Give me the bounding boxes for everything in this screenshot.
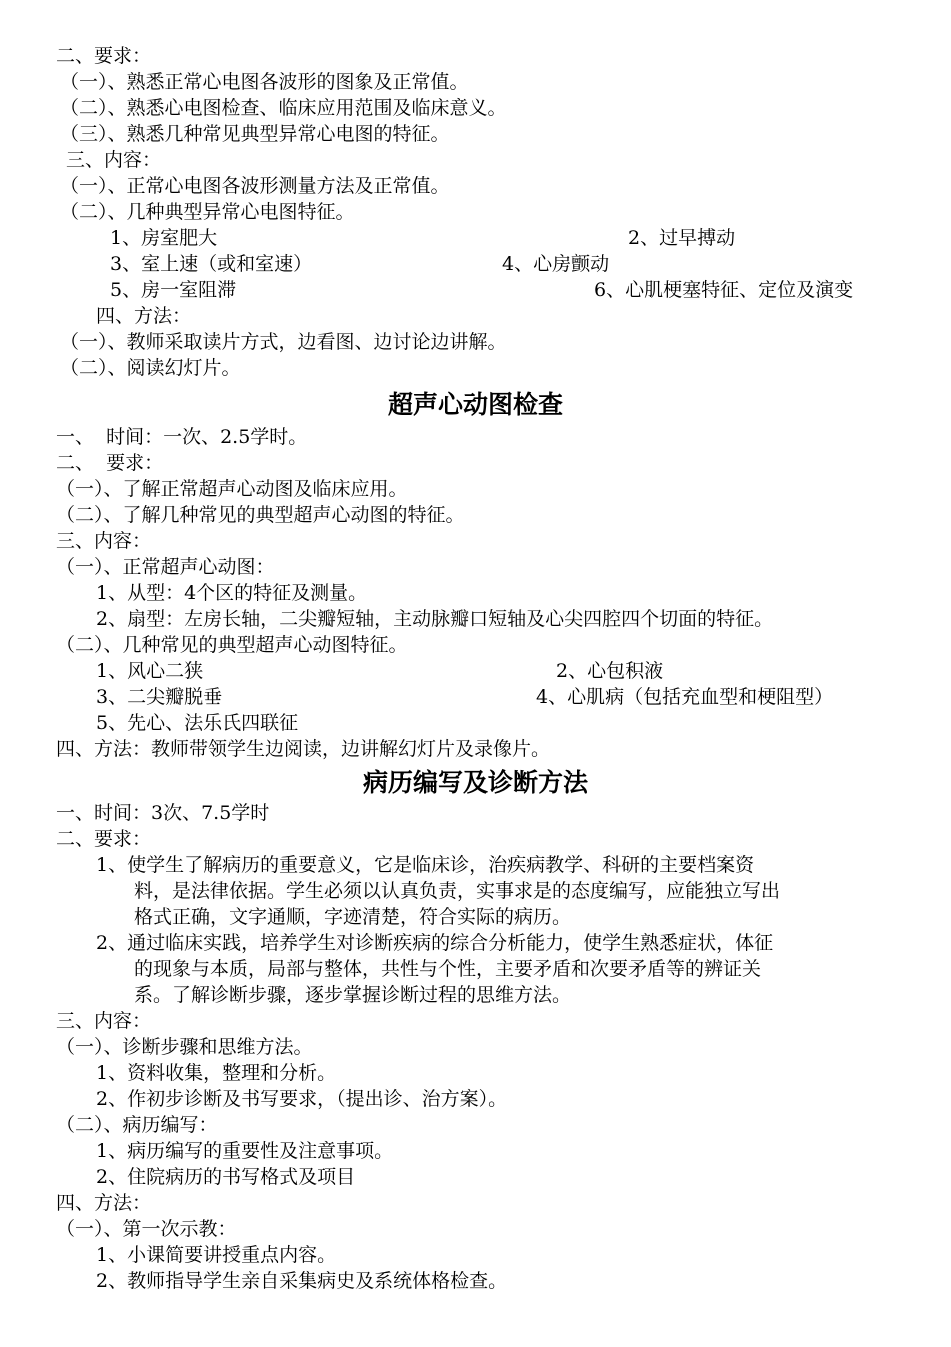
ecg-item-5: 5、房一室阻滞	[110, 279, 237, 301]
records-method-heading: 四、方法：	[56, 1192, 152, 1214]
ecg-requirements-heading: 二、要求：	[56, 45, 152, 67]
ecg-item-4: 4、心房颤动	[502, 253, 610, 275]
records-requirement-2-line-3: 系。了解诊断步骤，逐步掌握诊断过程的思维方法。	[134, 984, 572, 1006]
echo-requirements-heading: 二、 要求：	[56, 452, 164, 474]
echo-content-1-2: 2、扇型：左房长轴，二尖瓣短轴，主动脉瓣口短轴及心尖四腔四个切面的特征。	[96, 608, 774, 630]
ecg-content-2: （二）、几种典型异常心电图特征。	[60, 201, 355, 223]
echo-item-2: 2、心包积液	[556, 660, 664, 682]
records-method-1-1: 1、小课简要讲授重点内容。	[96, 1244, 337, 1266]
ecg-method-heading: 四、方法：	[96, 305, 192, 327]
ecg-method-2: （二）、阅读幻灯片。	[60, 357, 241, 379]
echo-time: 一、 时间：一次、2.5学时。	[56, 426, 308, 448]
ecg-item-6: 6、心肌梗塞特征、定位及演变	[594, 279, 854, 301]
ecg-item-2: 2、过早搏动	[628, 227, 736, 249]
echo-section-title: 超声心动图检查	[387, 390, 563, 419]
echo-content-1: （一）、正常超声心动图：	[56, 556, 275, 578]
echo-item-1: 1、风心二狭	[96, 660, 204, 682]
echo-content-1-1: 1、从型：4个区的特征及测量。	[96, 582, 368, 604]
records-requirement-2-line-1: 2、通过临床实践，培养学生对诊断疾病的综合分析能力，使学生熟悉症状，体征	[96, 932, 774, 954]
echo-method: 四、方法：教师带领学生边阅读，边讲解幻灯片及录像片。	[56, 738, 551, 760]
records-content-2-1: 1、病历编写的重要性及注意事项。	[96, 1140, 394, 1162]
records-requirement-1-line-2: 料，是法律依据。学生必须以认真负责，实事求是的态度编写，应能独立写出	[134, 880, 781, 902]
records-content-2-2: 2、住院病历的书写格式及项目	[96, 1166, 356, 1188]
records-method-1: （一）、第一次示教：	[56, 1218, 237, 1240]
ecg-content-heading: 三、内容：	[66, 149, 162, 171]
records-content-2: （二）、病历编写：	[56, 1114, 218, 1136]
echo-item-5: 5、先心、法乐氏四联征	[96, 712, 299, 734]
ecg-item-3: 3、室上速（或和室速）	[110, 253, 313, 275]
ecg-method-1: （一）、教师采取读片方式，边看图、边讨论边讲解。	[60, 331, 507, 353]
records-requirement-1-line-1: 1、使学生了解病历的重要意义，它是临床诊，治疾病教学、科研的主要档案资	[96, 854, 755, 876]
records-content-1-1: 1、资料收集，整理和分析。	[96, 1062, 337, 1084]
records-method-1-2: 2、教师指导学生亲自采集病史及系统体格检查。	[96, 1270, 508, 1292]
records-requirements-heading: 二、要求：	[56, 828, 152, 850]
echo-requirement-1: （一）、了解正常超声心动图及临床应用。	[56, 478, 408, 500]
records-requirement-1-line-3: 格式正确，文字通顺，字迹清楚，符合实际的病历。	[134, 906, 572, 928]
echo-requirement-2: （二）、了解几种常见的典型超声心动图的特征。	[56, 504, 465, 526]
echo-content-2: （二）、几种常见的典型超声心动图特征。	[56, 634, 408, 656]
echo-item-3: 3、二尖瓣脱垂	[96, 686, 223, 708]
records-section-title: 病历编写及诊断方法	[362, 768, 588, 797]
records-time: 一、时间：3次、7.5学时	[56, 802, 270, 824]
records-content-1-2: 2、作初步诊断及书写要求，（提出诊、治方案）。	[96, 1088, 508, 1110]
ecg-item-1: 1、房室肥大	[110, 227, 218, 249]
records-content-heading: 三、内容：	[56, 1010, 152, 1032]
ecg-requirement-2: （二）、熟悉心电图检查、临床应用范围及临床意义。	[60, 97, 507, 119]
ecg-requirement-1: （一）、熟悉正常心电图各波形的图象及正常值。	[60, 71, 469, 93]
ecg-content-1: （一）、正常心电图各波形测量方法及正常值。	[60, 175, 450, 197]
records-requirement-2-line-2: 的现象与本质，局部与整体，共性与个性，主要矛盾和次要矛盾等的辨证关	[134, 958, 762, 980]
echo-item-4: 4、心肌病（包括充血型和梗阻型）	[536, 686, 834, 708]
ecg-requirement-3: （三）、熟悉几种常见典型异常心电图的特征。	[60, 123, 450, 145]
records-content-1: （一）、诊断步骤和思维方法。	[56, 1036, 313, 1058]
echo-content-heading: 三、内容：	[56, 530, 152, 552]
